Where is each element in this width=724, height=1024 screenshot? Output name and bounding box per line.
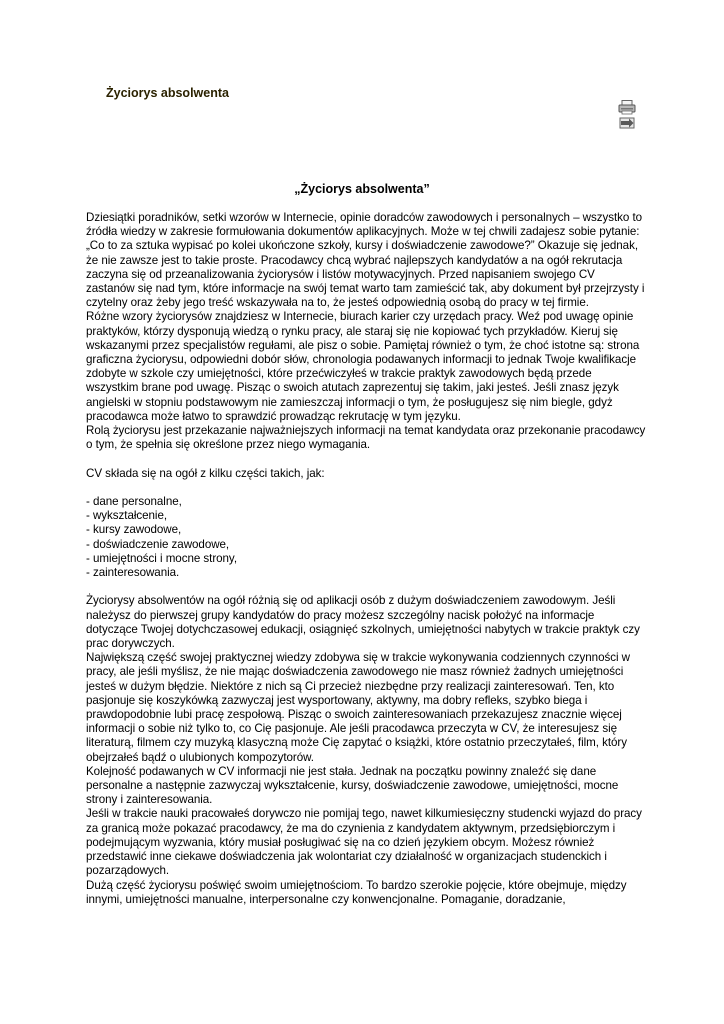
list-item: - umiejętności i mocne strony, bbox=[86, 551, 237, 565]
paragraph: Życiorysy absolwentów na ogół różnią się od aplikacji osób z dużym doświadczeniem zawodowym. Jeśli należysz do pierwszej grupy kandydatów do pracy możesz szczególny nacisk położyć na informacje dotyczące Twojej dotychczasowej edukacji, osiągnięć szkolnych, umiejętności nabytych w trakcie praktyk czy prac dorywczych. bbox=[86, 594, 640, 651]
page-header-title: Życiorys absolwenta bbox=[106, 86, 229, 100]
printer-icon[interactable] bbox=[618, 100, 636, 130]
paragraph: Dziesiątki poradników, setki wzorów w Internecie, opinie doradców zawodowych i personalnych – wszystko to źródła wiedzy w zakresie formułowania dokumentów aplikacyjnych. Może w tej chwili zadajesz sobie pytanie: „Co to za sztuka wypisać po kolei ukończone szkoły, kursy i doświadczenie zawodowe?” Okazuje się jednak, że nie zawsze jest to takie proste. Pracodawcy chcą wybrać najlepszych kandydatów a na ogół rekrutacja zaczyna się od przeanalizowania życiorysów i listów motywacyjnych. Przed napisaniem swojego CV zastanów się nad tym, które informacje na swój temat warto tam zamieścić tak, aby dokument był przejrzysty i czytelny oraz żeby jego treść wskazywała na to, że jesteś odpowiednią osobą do pracy w tej firmie. bbox=[86, 211, 645, 310]
list-item: - kursy zawodowe, bbox=[86, 523, 182, 537]
paragraph: Dużą część życiorysu poświęć swoim umiejętnościom. To bardzo szerokie pojęcie, które obejmuje, między innymi, umiejętności manualne, interpersonalne czy konwencjonalne. Pomaganie, doradzanie, bbox=[86, 878, 627, 906]
document-title: „Życiorys absolwenta” bbox=[294, 182, 430, 196]
paragraph: Kolejność podawanych w CV informacji nie jest stała. Jednak na początku powinny znaleźć się dane personalne a następnie zazwyczaj wykształcenie, kursy, doświadczenie zawodowe, umiejętności, mocne strony i zainteresowania. bbox=[86, 764, 619, 807]
paragraph: Największą część swojej praktycznej wiedzy zdobywa się w trakcie wykonywania codziennych czynności w pracy, ale jeśli myślisz, że nie mając doświadczenia zawodowego nie masz również żadnych umiejętności jesteś w dużym błędzie. Niektóre z nich są Ci przecież niezbędne przy realizacji zainteresowań. Ten, kto pasjonuje się koszykówką zazwyczaj jest wysportowany, aktywny, ma dobry refleks, szybko biega i prawdopodobnie lubi pracę zespołową. Pisząc o swoich zainteresowaniach przekazujesz znacznie więcej informacji o sobie niż tylko to, co Cię pasjonuje. Ale jeśli pracodawca przeczyta w CV, że interesujesz się literaturą, filmem czy muzyką klasyczną może Cię zapytać o książki, które ostatnio przeczytałeś, film, który obejrzałeś bądź o ulubionych kompozytorów. bbox=[86, 651, 630, 764]
list-item: - wykształcenie, bbox=[86, 509, 168, 523]
cv-intro: CV składa się na ogół z kilku części takich, jak: bbox=[86, 466, 325, 480]
cv-parts-list bbox=[86, 495, 646, 580]
paragraph: Różne wzory życiorysów znajdziesz w Internecie, biurach karier czy urzędach pracy. Weź pod uwagę opinie praktyków, którzy dysponują wiedzą o rynku pracy, ale staraj się nie kopiować tych przykładów. Kieruj się wskazanymi przez specjalistów regułami, ale pisz o sobie. Pamiętaj również o tym, że choć istotne są: strona graficzna życiorysu, odpowiedni dobór słów, chronologia podawanych informacji to jednak Twoje kwalifikacje zdobyte w szkole czy umiejętności, które przećwiczyłeś w trakcie praktyk zawodowych będą przede wszystkim brane pod uwagę. Pisząc o swoich atutach zaprezentuj się takim, jaki jesteś. Jeśli znasz język angielski w stopniu podstawowym nie zamieszczaj informacji o tym, że posługujesz się nim biegle, gdyż pracodawca może łatwo to sprawdzić prowadząc rekrutację w tym języku. bbox=[86, 310, 640, 423]
paragraph: Jeśli w trakcie nauki pracowałeś dorywczo nie pomijaj tego, nawet kilkumiesięczny studencki wyjazd do pracy za granicą może pokazać pracodawcy, że ma do czynienia z kandydatem aktywnym, przedsiębiorczym i podejmującym wyzwania, który musiał posługiwać się na co dzień językiem obcym. Możesz również przedstawić inne ciekawe doświadczenia jak wolontariat czy działalność w organizacjach studenckich i pozarządowych. bbox=[86, 807, 642, 878]
list-item: - zainteresowania. bbox=[86, 566, 180, 580]
document-body bbox=[86, 211, 646, 907]
paragraph: Rolą życiorysu jest przekazanie najważniejszych informacji na temat kandydata oraz przekonanie pracodawcy o tym, że spełnia się określone przez niego wymagania. bbox=[86, 424, 646, 452]
list-item: - doświadczenie zawodowe, bbox=[86, 537, 230, 551]
list-item: - dane personalne, bbox=[86, 495, 182, 509]
